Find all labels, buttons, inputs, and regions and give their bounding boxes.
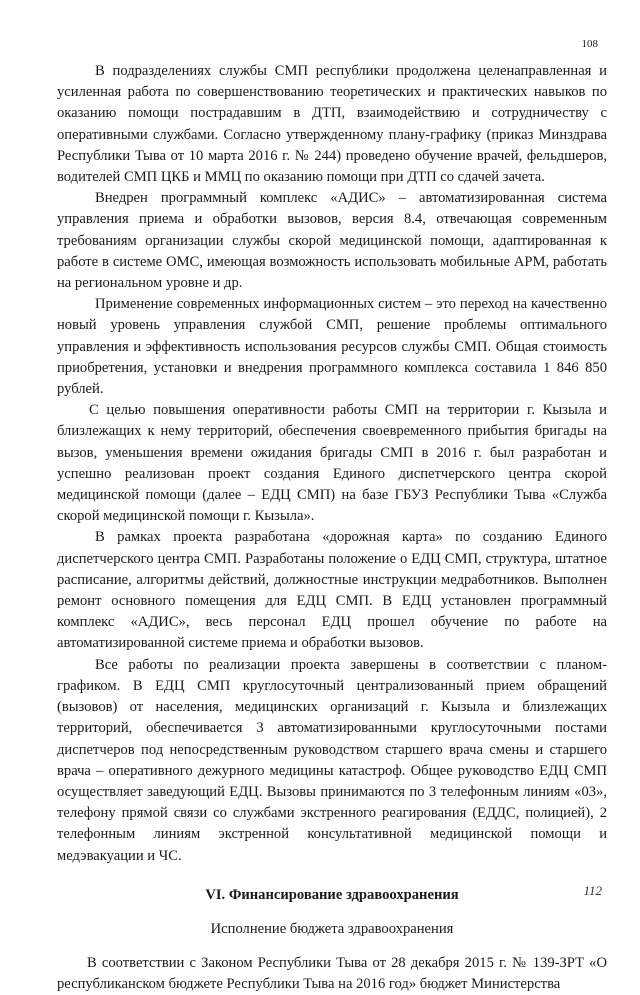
- paragraph-roadmap: В рамках проекта разработана «дорожная карта» по созданию Единого диспетчерского центра СМП. Разработаны положение о ЕДЦ СМП, структура, штатное расписание, алгоритмы действий, должностные инструкции медработников. Выполнен ремонт основного помещения для ЕДЦ СМП. В ЕДЦ установлен программный комплекс «АДИС», весь персонал ЕДЦ прошел обучение по работе на автоматизированной системе приема и обработки вызовов.: [57, 529, 607, 652]
- sub-heading: Исполнение бюджета здравоохранения: [210, 920, 454, 937]
- handwritten-mark: 112: [583, 883, 602, 898]
- document-body: [57, 61, 607, 995]
- section-heading: VI. Финансирование здравоохранения: [205, 886, 459, 903]
- paragraph-works-completed: Все работы по реализации проекта завершены в соответствии с планом-графиком. В ЕДЦ СМП круглосуточный централизованный прием обращений (вызовов) от населения, медицинских организаций г. Кызыла и близлежащих территорий, обеспечивается 3 автоматизированными круглосуточными постами диспетчеров под непосредственным руководством старшего врача смены и старшего врача – оперативного дежурного медицины катастроф. Общее руководство ЕДЦ СМП осуществляет заведующий ЕДЦ. Вызовы принимаются по 3 телефонным линиям «03», телефону прямой связи со службами экстренного реагирования (ЕДДС, полицией), 2 телефонным линиям экстренной консультативной медицинской помощи и медэвакуации и ЧС.: [57, 656, 607, 864]
- paragraph-adis-system: Внедрен программный комплекс «АДИС» – автоматизированная система управления приема и обработки вызовов, версия 8.4, отвечающая современным требованиям организации службы скорой медицинской помощи, адаптированная к работе в системе ОМС, имеющая возможность использовать мобильные АРМ, работать на региональном уровне и др.: [57, 190, 607, 292]
- paragraph-edc-project: С целью повышения оперативности работы СМП на территории г. Кызыла и близлежащих к нему территорий, обеспечения своевременного прибытия бригады на вызов, уменьшения времени ожидания бригады СМП в 2016 г. был разработан и успешно реализован проект создания Единого диспетчерского центра скорой медицинской помощи (далее – ЕДЦ СМП) на базе ГБУЗ Республики Тыва «Служба скорой медицинской помощи г. Кызыла».: [57, 402, 607, 525]
- paragraph-smp-training: В подразделениях службы СМП республики продолжена целенаправленная и усиленная работа по совершенствованию теоретических и практических навыков по оказанию помощи пострадавшим в ДТП, взаимодействию и сотрудничеству с оперативными службами. Согласно утвержденному плану-графику (приказ Минздрава Республики Тыва от 10 марта 2016 г. № 244) проведено обучение врачей, фельдшеров, водителей СМП ЦКБ и ММЦ по оказанию помощи при ДТП со сдачей зачета.: [57, 63, 607, 186]
- page-number: 108: [581, 38, 598, 50]
- paragraph-budget-law: В соответствии с Законом Республики Тыва от 28 декабря 2015 г. № 139-ЗРТ «О республиканском бюджете Республики Тыва на 2016 год» бюджет Министерства: [57, 954, 607, 992]
- paragraph-information-systems: Применение современных информационных систем – это переход на качественно новый уровень управления службой СМП, решение проблемы оптимального управления и эффективность использования ресурсов службы СМП. Общая стоимость приобретения, установки и внедрения программного комплекса составила 1 846 850 рублей.: [57, 296, 607, 398]
